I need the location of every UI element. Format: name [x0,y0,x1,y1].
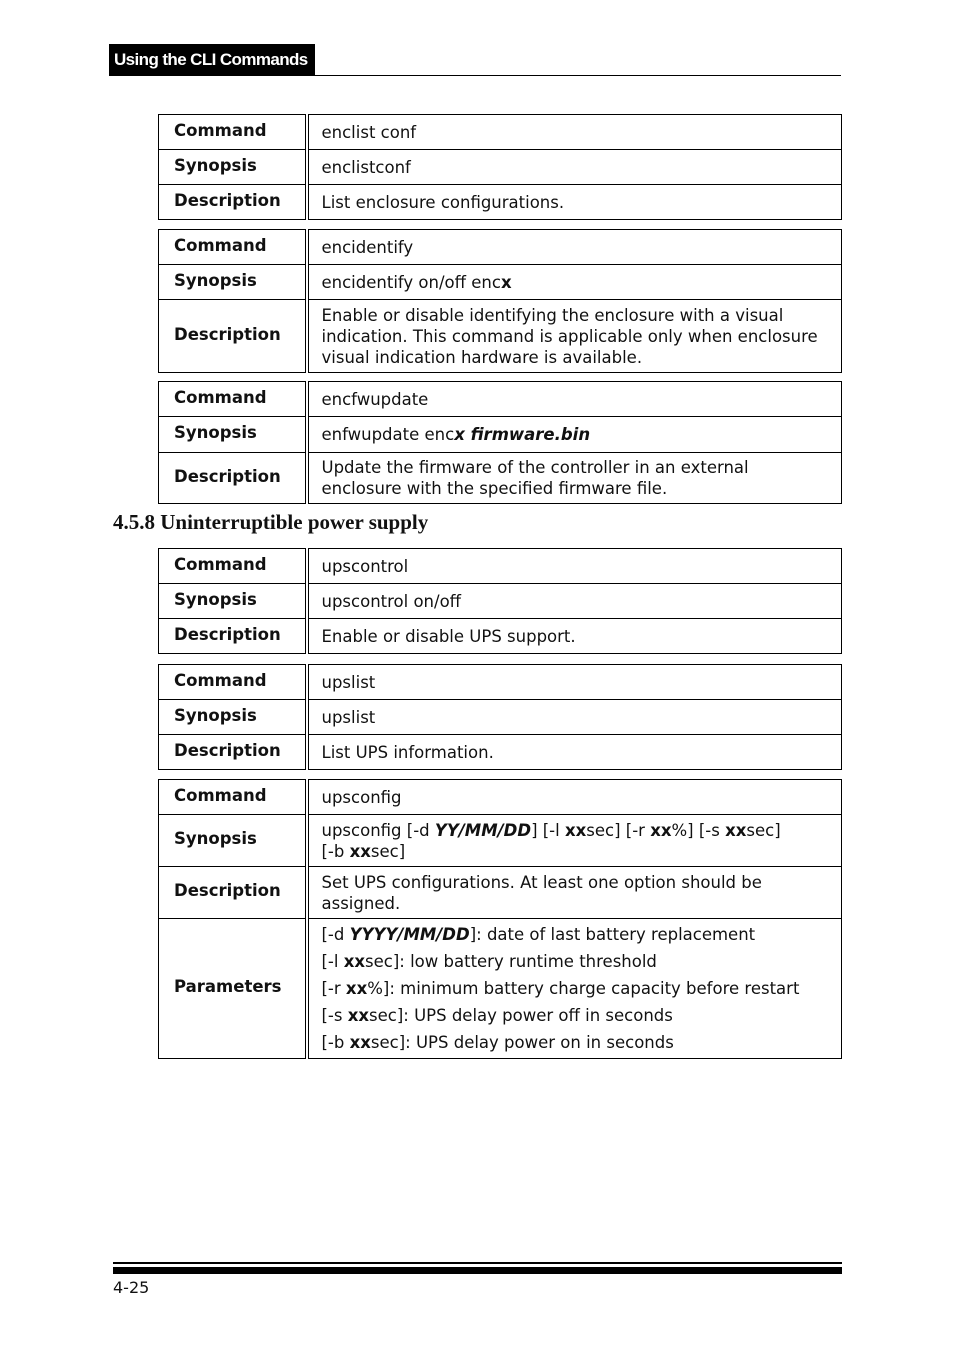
synopsis-label: Synopsis [159,700,307,735]
synopsis-text: [-b [321,841,350,861]
synopsis-variable: x [500,272,512,292]
parameter-variable: xx [349,1033,371,1052]
synopsis-label: Synopsis [159,815,307,867]
synopsis-variable: YY/MM/DD [434,820,532,840]
command-label: Command [159,780,307,815]
description-value: Update the firmware of the controller in an external enclosure with the specified firmware file. [307,453,842,504]
synopsis-variable: xx [725,820,747,840]
parameter-variable: xx [347,1006,370,1025]
synopsis-text: upsconfig [-d [321,820,435,840]
parameters-value [307,919,842,1059]
synopsis-label: Synopsis [159,150,307,185]
description-label: Description [159,300,307,373]
parameter-item: [-l xxsec]: low battery runtime threshold [321,952,657,971]
description-label: Description [159,185,307,220]
command-value: encfwupdate [307,382,842,417]
command-label: Command [159,382,307,417]
synopsis-text: sec] [-r [586,820,651,840]
section-heading: 4.5.8 Uninterruptible power supply [113,510,429,534]
synopsis-text: ] [-l [531,820,565,840]
synopsis-variable: xx [650,820,672,840]
synopsis-value: upslist [307,700,842,735]
parameter-item: [-d YYYY/MM/DD]: date of last battery replacement [321,925,756,944]
footer-rule-thick [113,1267,842,1274]
description-label: Description [159,735,307,770]
synopsis-line [322,841,832,862]
parameter-variable: xx [345,979,368,998]
parameters-label: Parameters [159,919,307,1059]
command-value: upslist [307,665,842,700]
synopsis-label: Synopsis [159,265,307,300]
command-table-encfwupdate [158,381,842,504]
header-title: Using the CLI Commands [114,50,308,69]
synopsis-text: %] [-s [671,820,726,840]
synopsis-value: enclistconf [307,150,842,185]
synopsis-text: sec] [746,820,781,840]
description-label: Description [159,453,307,504]
command-value: encidentify [307,230,842,265]
synopsis-line [322,820,832,841]
synopsis-value [307,265,842,300]
parameter-variable: YYYY/MM/DD [349,925,470,944]
description-value: List enclosure configurations. [307,185,842,220]
synopsis-text: encidentify on/off enc [321,272,501,292]
command-label: Command [159,230,307,265]
header-tab [109,44,315,76]
synopsis-value [307,417,842,453]
description-value: Enable or disable identifying the enclosure with a visual indication. This command is applicable only when enclosure visual indication hardware is available. [307,300,842,373]
synopsis-label: Synopsis [159,417,307,453]
command-label: Command [159,549,307,584]
command-label: Command [159,665,307,700]
footer-rule-thin [113,1262,842,1264]
synopsis-label: Synopsis [159,584,307,619]
command-value: enclist conf [307,115,842,150]
page-number: 4-25 [113,1278,150,1297]
parameter-item: [-s xxsec]: UPS delay power off in seconds [321,1006,673,1025]
synopsis-variable: xx [349,841,371,861]
description-value: Enable or disable UPS support. [307,619,842,654]
parameter-item: [-r xx%]: minimum battery charge capacity before restart [321,979,800,998]
command-table-encidentify [158,229,842,373]
description-value: Set UPS configurations. At least one option should be assigned. [307,867,842,919]
parameter-variable: xx [343,952,366,971]
parameter-item: [-b xxsec]: UPS delay power on in seconds [321,1033,674,1052]
description-value: List UPS information. [307,735,842,770]
command-table-upsconfig [158,779,842,1059]
synopsis-text: enfwupdate enc [321,425,455,444]
description-label: Description [159,867,307,919]
command-value: upsconfig [307,780,842,815]
command-table-enclist [158,114,842,220]
description-label: Description [159,619,307,654]
command-table-upscontrol [158,548,842,654]
synopsis-variable: xx [564,820,587,840]
command-table-upslist [158,664,842,770]
header-rule [109,75,841,76]
synopsis-text: sec] [370,841,406,861]
synopsis-variable: x firmware.bin [454,425,591,444]
synopsis-value [307,815,842,867]
synopsis-value: upscontrol on/off [307,584,842,619]
command-value: upscontrol [307,549,842,584]
command-label: Command [159,115,307,150]
